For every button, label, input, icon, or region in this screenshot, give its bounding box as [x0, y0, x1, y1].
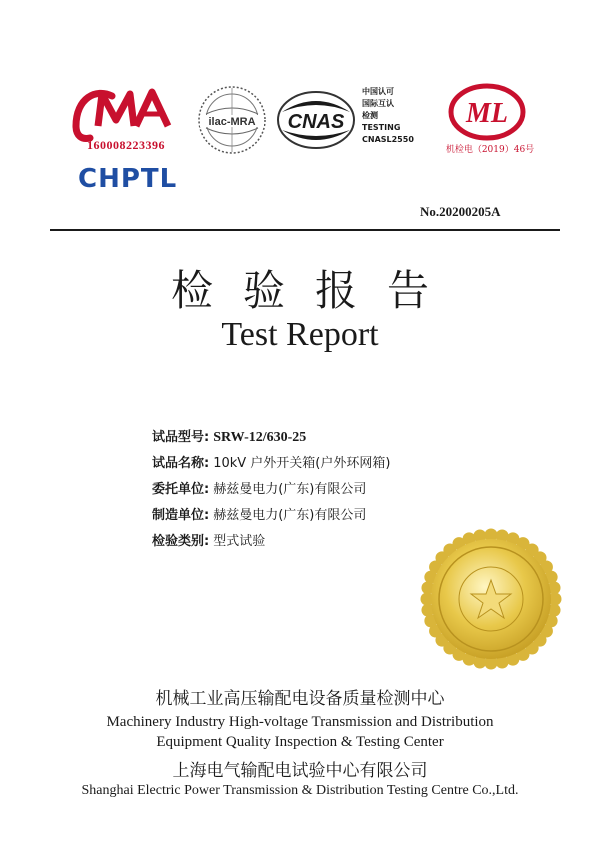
info-value: 赫兹曼电力(广东)有限公司: [213, 482, 367, 497]
center-name-cn: 机械工业高压输配电设备质量检测中心: [155, 689, 445, 709]
cma-number: 160008223396: [87, 138, 165, 152]
divider: [50, 229, 560, 231]
cnas-caption: [362, 86, 414, 146]
ilac-text: ilac-MRA: [208, 116, 256, 128]
info-row-manufacturer: [152, 504, 366, 526]
info-row-name: [152, 452, 390, 474]
chptl-logo: CHPTL: [78, 164, 178, 194]
info-row-client: [152, 478, 366, 500]
info-label: 制造单位:: [152, 508, 210, 523]
cnas-line: TESTING: [362, 123, 401, 132]
cnas-line: 中国认可: [362, 87, 394, 96]
info-value: SRW-12/630-25: [213, 430, 307, 445]
cnas-line: 检测: [362, 111, 378, 120]
cnas-logo: [276, 84, 356, 156]
center-name-en-line1: Machinery Industry High-voltage Transmission and Distribution: [106, 714, 494, 730]
info-label: 委托单位:: [152, 482, 210, 497]
info-label: 试品名称:: [152, 456, 210, 471]
page-title-en: Test Report: [221, 316, 379, 353]
ml-text: ML: [466, 98, 508, 129]
center-name-en-line2: Equipment Quality Inspection & Testing Center: [156, 734, 444, 750]
ilac-mra-logo: [196, 84, 268, 156]
gold-seal: [420, 528, 562, 670]
cnas-line: 国际互认: [362, 99, 394, 108]
info-value: 型式试验: [213, 534, 266, 549]
ml-caption: 机检电（2019）46号: [445, 145, 535, 155]
cnas-line: CNASL2550: [362, 135, 414, 144]
info-value: 赫兹曼电力(广东)有限公司: [213, 508, 367, 523]
info-label: 检验类别:: [152, 534, 210, 549]
info-label: 试品型号:: [152, 430, 210, 445]
company-name-cn: 上海电气输配电试验中心有限公司: [172, 761, 428, 781]
company-name-en: Shanghai Electric Power Transmission & Distribution Testing Centre Co.,Ltd.: [81, 783, 519, 798]
page-title-cn: 检验报告: [170, 266, 459, 315]
report-number: No.20200205A: [420, 204, 501, 219]
ml-logo: [448, 82, 526, 142]
cnas-mark-text: CNAS: [287, 111, 345, 133]
info-row-model: [152, 426, 306, 448]
info-row-type: [152, 530, 265, 552]
info-value: 10kV 户外开关箱(户外环网箱): [213, 456, 391, 471]
